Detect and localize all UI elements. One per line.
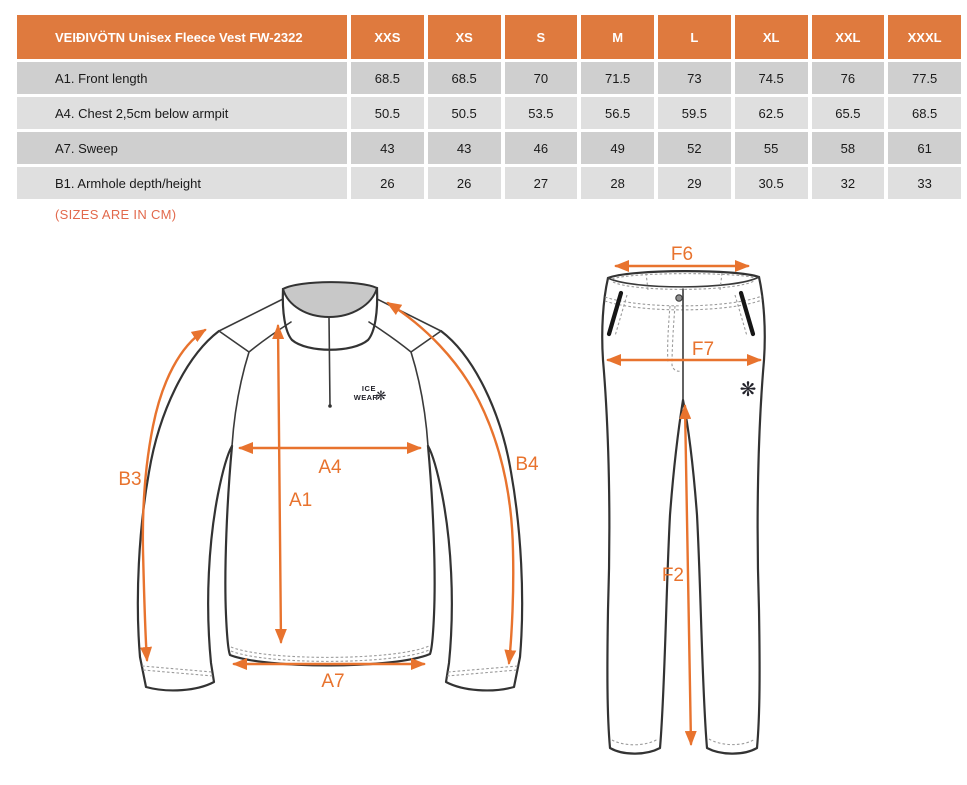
value-cell: 29 xyxy=(658,167,731,199)
value-cell: 61 xyxy=(888,132,961,164)
value-cell: 68.5 xyxy=(888,97,961,129)
size-header-s: S xyxy=(505,15,578,59)
row-label-front-length: A1. Front length xyxy=(17,62,347,94)
value-cell: 49 xyxy=(581,132,654,164)
value-cell: 50.5 xyxy=(351,97,424,129)
size-header-xl: XL xyxy=(735,15,808,59)
b3-measure-arrow xyxy=(143,330,205,660)
fleece-right-sleeve xyxy=(428,331,522,690)
pants-button xyxy=(676,295,682,301)
row-label-chest: A4. Chest 2,5cm below armpit xyxy=(17,97,347,129)
value-cell: 73 xyxy=(658,62,731,94)
a1-measure-arrow xyxy=(278,326,281,642)
size-header-xxl: XXL xyxy=(812,15,885,59)
value-cell: 65.5 xyxy=(812,97,885,129)
pants-hem-stitching xyxy=(612,739,755,745)
value-cell: 33 xyxy=(888,167,961,199)
value-cell: 62.5 xyxy=(735,97,808,129)
value-cell: 68.5 xyxy=(351,62,424,94)
pants-waist-front-rim xyxy=(608,277,759,287)
brand-logo-line1: ICE xyxy=(361,384,377,393)
size-header-xs: XS xyxy=(428,15,501,59)
size-header-xxs: XXS xyxy=(351,15,424,59)
value-cell: 32 xyxy=(812,167,885,199)
value-cell: 76 xyxy=(812,62,885,94)
pants-diagram xyxy=(602,244,765,754)
value-cell: 43 xyxy=(351,132,424,164)
f7-measure-label: F7 xyxy=(691,339,715,360)
pants-right-pocket xyxy=(741,293,753,334)
fleece-collar-opening xyxy=(283,282,377,317)
fleece-body-outline xyxy=(225,446,434,665)
b4-measure-label: B4 xyxy=(515,454,539,475)
f2-measure-arrow xyxy=(685,406,691,744)
fleece-zipper-line xyxy=(329,317,330,406)
f2-measure-label: F2 xyxy=(661,565,684,586)
value-cell: 43 xyxy=(428,132,501,164)
size-header-l: L xyxy=(658,15,731,59)
value-cell: 26 xyxy=(351,167,424,199)
sizes-unit-note: (SIZES ARE IN CM) xyxy=(55,207,177,222)
b4-measure-arrow xyxy=(388,303,513,663)
value-cell: 70 xyxy=(505,62,578,94)
value-cell: 27 xyxy=(505,167,578,199)
value-cell: 53.5 xyxy=(505,97,578,129)
value-cell: 74.5 xyxy=(735,62,808,94)
fleece-zipper-pull xyxy=(328,404,332,408)
value-cell: 56.5 xyxy=(581,97,654,129)
value-cell: 26 xyxy=(428,167,501,199)
brand-logo-line2: WEAR xyxy=(353,393,379,402)
brand-logo xyxy=(354,384,387,404)
row-label-armhole: B1. Armhole depth/height xyxy=(17,167,347,199)
f6-measure-label: F6 xyxy=(670,244,694,265)
pants-fly-stitching xyxy=(668,306,681,371)
snowflake-icon: ❋ xyxy=(375,389,387,404)
value-cell: 28 xyxy=(581,167,654,199)
fleece-left-sleeve xyxy=(138,331,232,690)
size-header-m: M xyxy=(581,15,654,59)
value-cell: 52 xyxy=(658,132,731,164)
value-cell: 50.5 xyxy=(428,97,501,129)
value-cell: 46 xyxy=(505,132,578,164)
value-cell: 58 xyxy=(812,132,885,164)
a1-measure-label: A1 xyxy=(289,490,313,511)
fleece-diagram xyxy=(118,282,539,692)
value-cell: 59.5 xyxy=(658,97,731,129)
value-cell: 30.5 xyxy=(735,167,808,199)
fleece-hem-stitching xyxy=(231,646,429,661)
fleece-left-shoulder-seams xyxy=(219,299,291,446)
value-cell: 55 xyxy=(735,132,808,164)
size-header-xxxl: XXXL xyxy=(888,15,961,59)
value-cell: 71.5 xyxy=(581,62,654,94)
row-label-sweep: A7. Sweep xyxy=(17,132,347,164)
fleece-right-shoulder-seams xyxy=(369,299,441,446)
pants-waist-back-rim xyxy=(608,271,759,278)
a7-measure-label: A7 xyxy=(321,671,345,692)
a4-measure-label: A4 xyxy=(318,457,342,478)
value-cell: 68.5 xyxy=(428,62,501,94)
value-cell: 77.5 xyxy=(888,62,961,94)
snowflake-icon: ❋ xyxy=(739,377,757,401)
b3-measure-label: B3 xyxy=(118,469,142,490)
table-title: VEIÐIVÖTN Unisex Fleece Vest FW-2322 xyxy=(17,15,347,59)
